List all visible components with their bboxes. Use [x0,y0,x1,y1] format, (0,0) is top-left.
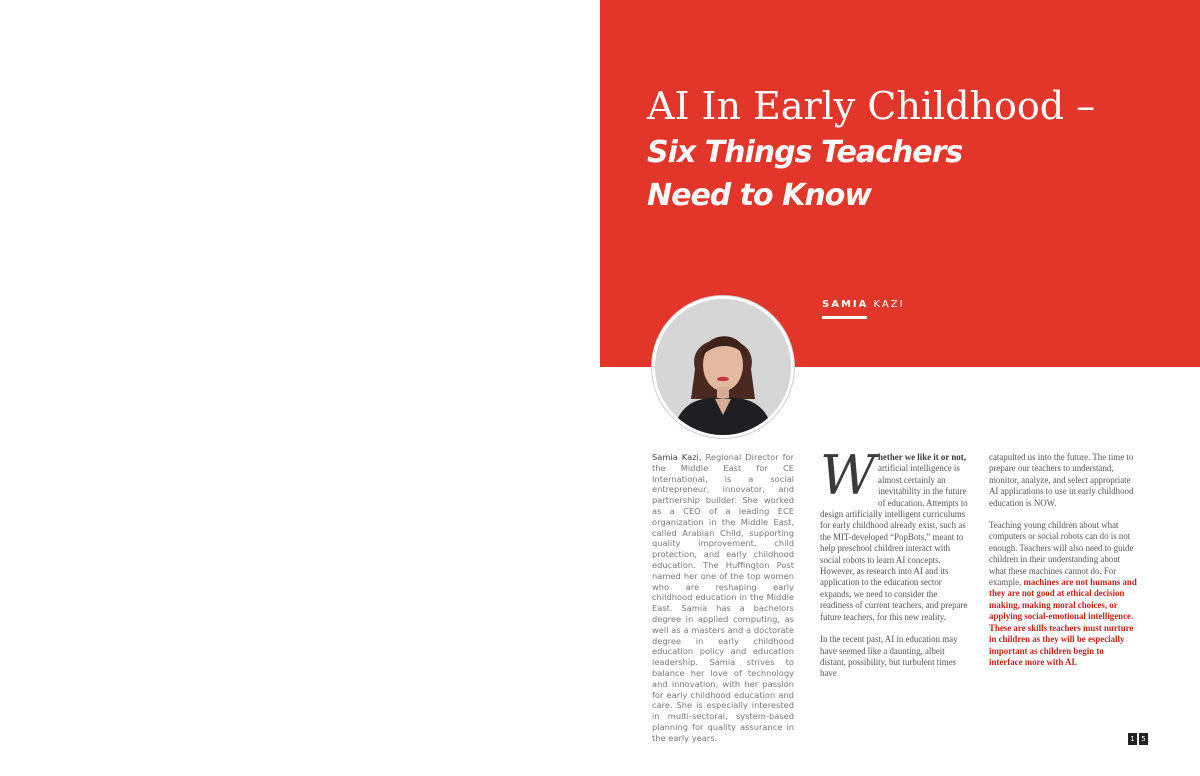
paragraph-3-emphasis: machines are not humans and they are not good at ethical decision making, making moral choices, or applying social-emotional intelligence. These are skills teachers must nurture in children as they will be especially important as children begin to interface more with AI. [989,577,1137,667]
byline-rule [822,316,867,319]
drop-cap: W [820,444,876,507]
author-last-name: KAZI [873,299,905,310]
paragraph-1-text: artificial intelligence is almost certainly an inevitability in the future of education. Attempts to design artificially intelligent curriculums for early childhood already exist, such as the MIT-developed “PopBots,” meant to help preschool children interact with social robots to learn AI concepts. However, as research into AI and its application to the education sector expands, we need to consider the readiness of current teachers, and prepare future teachers, for this new reality. [820,463,968,622]
paragraph-3-text: Teaching young children about what computers or social robots can do is not enough. Teachers will also need to guide children in their understanding about what these machines cannot do. For example, [989,520,1134,588]
body-paragraph-3 [989,520,1139,668]
author-byline [822,299,905,310]
body-paragraph-2-cont: catapulted us into the future. The time to prepare our teachers to understand, monitor, analyze, and select appropriate AI applications to use in early childhood education is NOW. [989,452,1134,508]
author-first-name: SAMIA [822,299,869,310]
bio-text: Regional Director for the Middle East for CE International, is a social entrepreneur, innovator, and partnership builder. She worked as a CEO of a leading ECE organization in the Middle East, called Arabian Child, supporting quality improvement, child protection, and early childhood education. The Huffington Post named her one of the top women who are reshaping early childhood education in the Middle East. Samia has a bachelors degree in applied computing, as well as a masters and a doctorate degree in early childhood education policy and education leadership. Samia strives to balance her love of technology and innovation, with her passion for early childhood education and care. She is especially interested in multi-sectoral, system-based planning for quality assurance in the early years. [652,452,795,743]
lead-in-bold: hether we like it or not, [878,452,966,462]
bio-author-name: Samia Kazi, [652,452,702,462]
page-number-digit-2: 5 [1139,733,1148,745]
page-number-digit-1: 1 [1128,733,1137,745]
article-title-line-3: Need to Know [647,178,872,213]
body-paragraph-2-start: In the recent past, AI in education may have seemed like a daunting, albeit distant, possibility, but turbulent times have [820,634,958,679]
article-title-line-1: AI In Early Childhood – [647,84,1096,128]
body-column-1 [820,444,972,691]
body-column-2 [989,452,1139,679]
article-title-line-2: Six Things Teachers [647,135,963,170]
body-paragraph-1 [820,444,972,623]
author-portrait [652,296,794,438]
portrait-illustration [655,299,791,435]
author-bio [652,452,794,744]
